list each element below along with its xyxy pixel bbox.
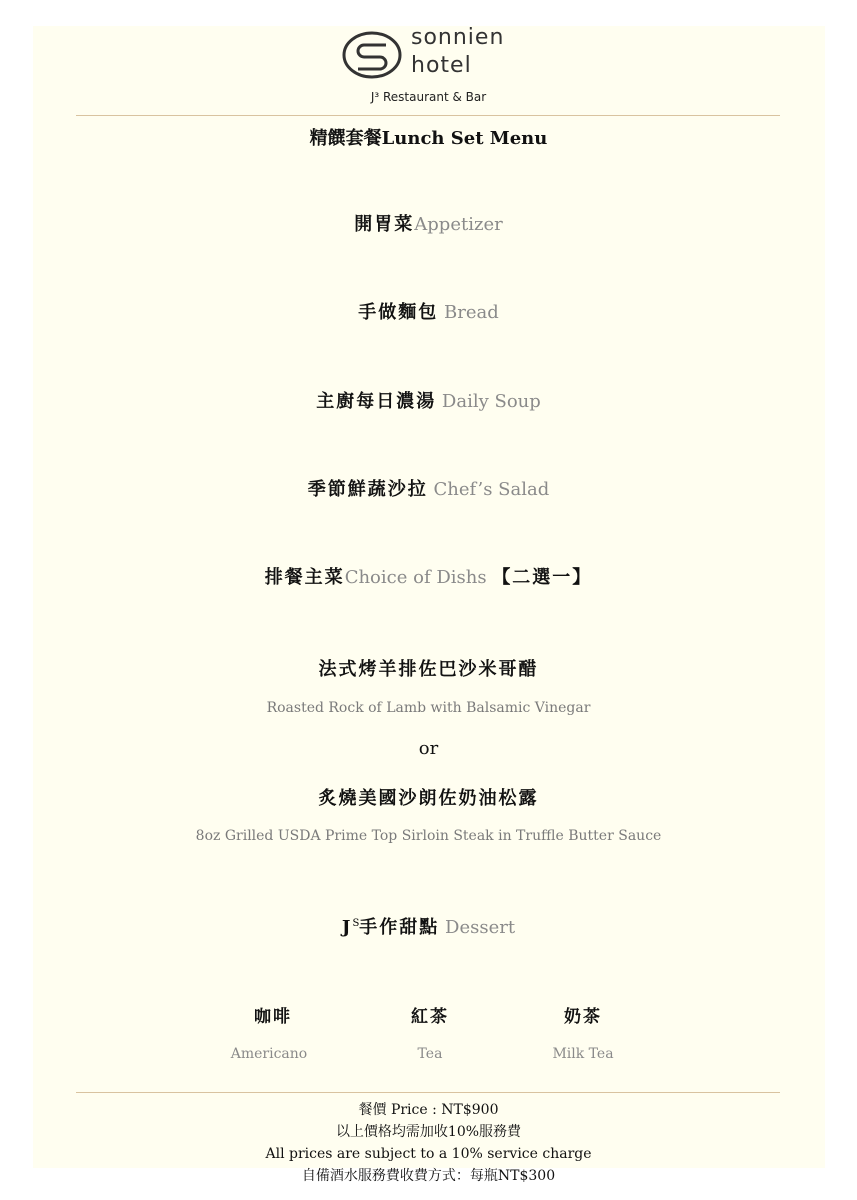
drink-tea-en: Tea — [417, 1046, 443, 1062]
course-bread — [0, 300, 857, 326]
dish-or: or — [418, 738, 439, 759]
course-soup — [0, 389, 857, 415]
course-appetizer — [0, 212, 857, 238]
drink-tea-zh: 紅茶 — [411, 1007, 449, 1027]
menu-title: 精饌套餐Lunch Set Menu — [309, 128, 548, 149]
course-zh: 手做麵包 — [358, 302, 439, 323]
course-en: Appetizer — [414, 214, 503, 235]
service-charge-en: All prices are subject to a 10% service charge — [265, 1146, 592, 1162]
course-dessert — [0, 911, 857, 941]
corkage-fee: 自備酒水服務費收費方式：每瓶NT$300 — [301, 1168, 556, 1184]
course-main — [0, 565, 857, 591]
dessert-sup: S — [352, 918, 360, 929]
brand-name-line1: sonnien — [411, 25, 505, 50]
course-en: Choice of Dishs — [344, 567, 493, 588]
restaurant-name: J³ Restaurant & Bar — [370, 90, 487, 104]
service-charge-zh: 以上價格均需加收10%服務費 — [335, 1124, 522, 1140]
drink-coffee-zh: 咖啡 — [254, 1007, 292, 1027]
course-zh: 主廚每日濃湯 — [316, 391, 437, 412]
dish2-zh: 炙燒美國沙朗佐奶油松露 — [318, 788, 539, 809]
dessert-prefix: J — [341, 917, 353, 938]
drink-milktea-zh: 奶茶 — [564, 1007, 602, 1027]
brand-name-line2: hotel — [411, 53, 472, 78]
dish1-en: Roasted Rock of Lamb with Balsamic Vinegar — [266, 700, 591, 716]
course-en: Dessert — [439, 917, 516, 938]
course-en: Bread — [438, 302, 499, 323]
course-zh: 排餐主菜 — [264, 567, 345, 588]
header-divider — [76, 115, 780, 116]
price-line: 餐價 Price : NT$900 — [358, 1102, 499, 1118]
course-en: Daily Soup — [436, 391, 541, 412]
dish2-en: 8oz Grilled USDA Prime Top Sirloin Steak in Truffle Butter Sauce — [195, 828, 662, 844]
footer-divider — [76, 1092, 780, 1093]
dish1-zh: 法式烤羊排佐巴沙米哥醋 — [318, 659, 539, 680]
course-note: 【二選一】 — [492, 567, 593, 588]
drink-coffee-en: Americano — [230, 1046, 308, 1062]
course-salad — [0, 477, 857, 503]
course-en: Chef’s Salad — [427, 479, 550, 500]
course-zh: 開胃菜 — [354, 214, 415, 235]
course-zh: 手作甜點 — [359, 917, 440, 938]
menu-paper — [33, 26, 825, 1168]
course-zh: 季節鮮蔬沙拉 — [307, 479, 428, 500]
drink-milktea-en: Milk Tea — [552, 1046, 614, 1062]
